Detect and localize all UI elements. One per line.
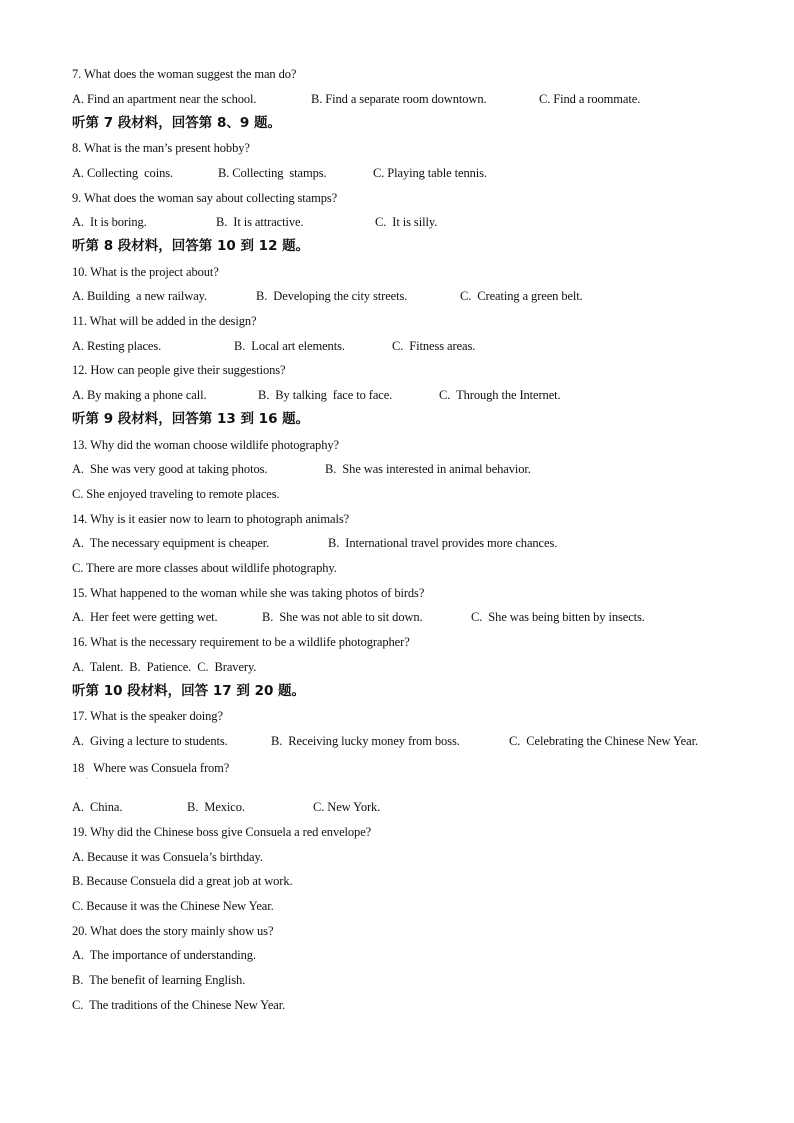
question-9-option-a: A. It is boring. xyxy=(72,215,147,229)
question-15-stem: 15. What happened to the woman while she was taking photos of birds? xyxy=(72,586,425,600)
question-10-option-c: C. Creating a green belt. xyxy=(460,289,583,303)
question-7-stem: 7. What does the woman suggest the man do? xyxy=(72,67,297,81)
question-17-option-b: B. Receiving lucky money from boss. xyxy=(271,734,460,748)
question-14-option-a: A. The necessary equipment is cheaper. xyxy=(72,536,270,550)
question-16-stem: 16. What is the necessary requirement to be a wildlife photographer? xyxy=(72,635,410,649)
question-18-option-a: A. China. xyxy=(72,800,123,814)
question-19-option-a: A. Because it was Consuela’s birthday. xyxy=(72,850,263,864)
question-9-option-c: C. It is silly. xyxy=(375,215,438,229)
question-8-option-c: C. Playing table tennis. xyxy=(373,166,487,180)
question-12-option-c: C. Through the Internet. xyxy=(439,388,561,402)
question-10-option-a: A. Building a new railway. xyxy=(72,289,208,303)
question-13-option-b: B. She was interested in animal behavior. xyxy=(325,462,531,476)
question-19-option-b: B. Because Consuela did a great job at work. xyxy=(72,874,293,888)
question-20-option-a: A. The importance of understanding. xyxy=(72,948,256,962)
question-13-stem: 13. Why did the woman choose wildlife photography? xyxy=(72,438,339,452)
question-8-option-b: B. Collecting stamps. xyxy=(218,166,327,180)
question-14-option-b: B. International travel provides more chances. xyxy=(328,536,558,550)
question-15-option-a: A. Her feet were getting wet. xyxy=(72,610,218,624)
question-14-stem: 14. Why is it easier now to learn to photograph animals? xyxy=(72,512,350,526)
question-8-stem: 8. What is the man’s present hobby? xyxy=(72,141,250,155)
question-18-option-c: C. New York. xyxy=(313,800,381,814)
question-12-option-b: B. By talking face to face. xyxy=(258,388,393,402)
section-heading-8: 听第 8 段材料，回答第 10 到 12 题。 xyxy=(72,238,310,254)
question-7-option-c: C. Find a roommate. xyxy=(539,92,641,106)
question-19-option-c: C. Because it was the Chinese New Year. xyxy=(72,899,274,913)
question-11-option-b: B. Local art elements. xyxy=(234,339,345,353)
section-heading-7: 听第 7 段材料，回答第 8、9 题。 xyxy=(72,115,281,131)
question-13-option-c: C. She enjoyed traveling to remote places. xyxy=(72,487,280,501)
question-15-option-b: B. She was not able to sit down. xyxy=(262,610,423,624)
question-12-stem: 12. How can people give their suggestions? xyxy=(72,363,286,377)
section-heading-9: 听第 9 段材料，回答第 13 到 16 题。 xyxy=(72,411,310,427)
question-19-stem: 19. Why did the Chinese boss give Consuela a red envelope? xyxy=(72,825,372,839)
question-13-option-a: A. She was very good at taking photos. xyxy=(72,462,268,476)
question-18-stem: 18 Where was Consuela from? xyxy=(72,761,230,775)
question-20-stem: 20. What does the story mainly show us? xyxy=(72,924,274,938)
question-10-option-b: B. Developing the city streets. xyxy=(256,289,408,303)
question-20-option-c: C. The traditions of the Chinese New Year. xyxy=(72,998,286,1012)
question-18-option-b: B. Mexico. xyxy=(187,800,245,814)
section-heading-10: 听第 10 段材料，回答 17 到 20 题。 xyxy=(72,683,306,699)
question-17-option-a: A. Giving a lecture to students. xyxy=(72,734,228,748)
question-12-option-a: A. By making a phone call. xyxy=(72,388,207,402)
question-16-options: A. Talent. B. Patience. C. Bravery. xyxy=(72,660,257,674)
stray-dot-mark: · xyxy=(86,776,88,782)
question-8-option-a: A. Collecting coins. xyxy=(72,166,174,180)
question-17-stem: 17. What is the speaker doing? xyxy=(72,709,223,723)
question-7-option-a: A. Find an apartment near the school. xyxy=(72,92,257,106)
question-20-option-b: B. The benefit of learning English. xyxy=(72,973,246,987)
question-11-option-a: A. Resting places. xyxy=(72,339,162,353)
question-17-option-c: C. Celebrating the Chinese New Year. xyxy=(509,734,698,748)
question-9-option-b: B. It is attractive. xyxy=(216,215,304,229)
question-11-option-c: C. Fitness areas. xyxy=(392,339,476,353)
question-14-option-c: C. There are more classes about wildlife photography. xyxy=(72,561,337,575)
question-11-stem: 11. What will be added in the design? xyxy=(72,314,257,328)
question-15-option-c: C. She was being bitten by insects. xyxy=(471,610,645,624)
question-9-stem: 9. What does the woman say about collecting stamps? xyxy=(72,191,338,205)
question-10-stem: 10. What is the project about? xyxy=(72,265,219,279)
question-7-option-b: B. Find a separate room downtown. xyxy=(311,92,487,106)
